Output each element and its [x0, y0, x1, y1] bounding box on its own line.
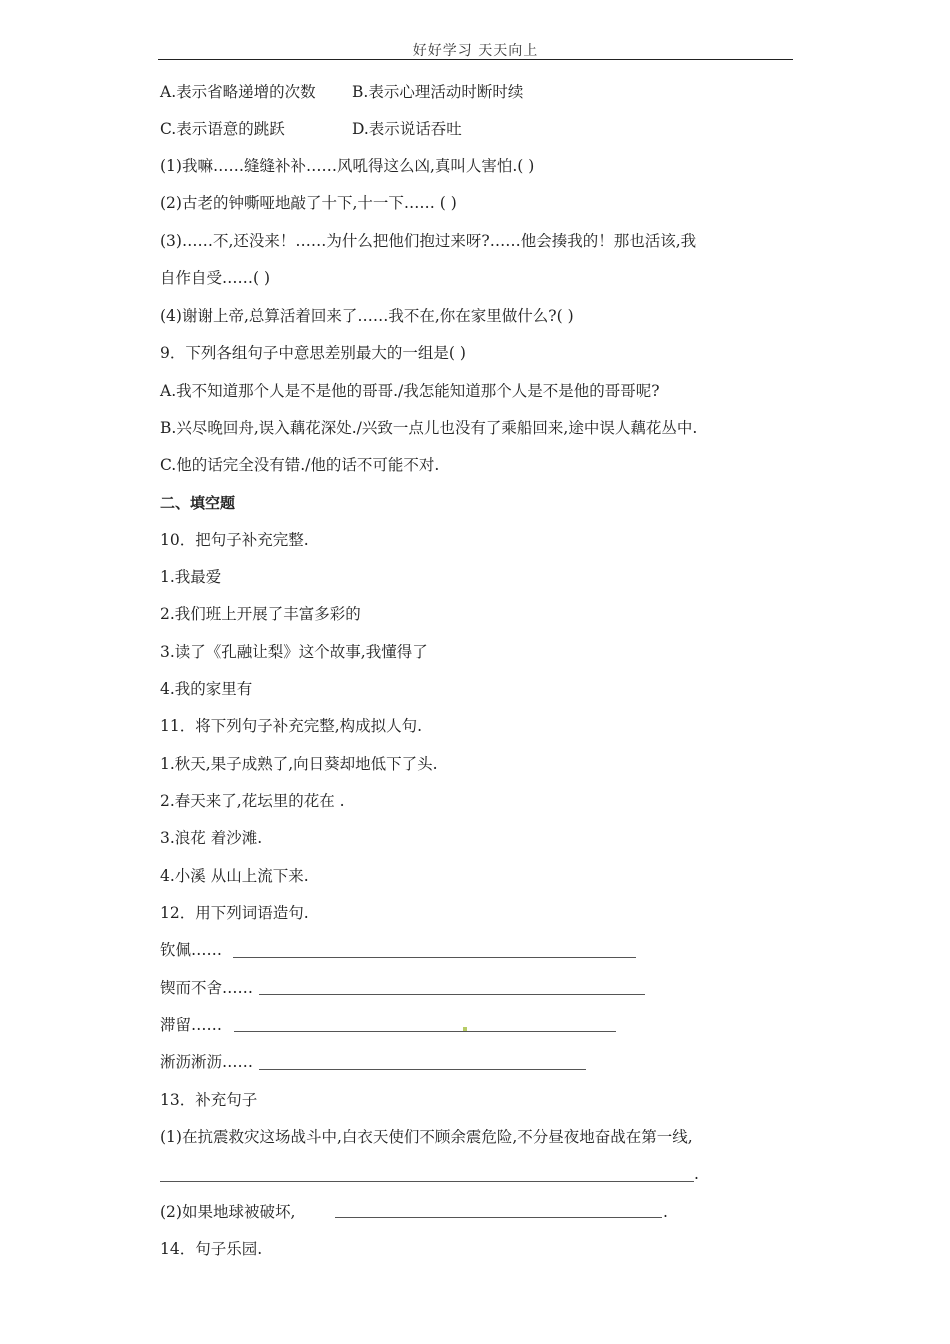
q9-stem: 9．下列各组句子中意思差别最大的一组是( ) — [160, 344, 466, 362]
q13-item-1: (1)在抗震救灾这场战斗中,白衣天使们不顾余震危险,不分昼夜地奋战在第一线, — [160, 1128, 693, 1146]
q8-item-2: (2)古老的钟嘶哑地敲了十下,十一下…… ( ) — [160, 194, 457, 212]
q10-item-2: 2.我们班上开展了丰富多彩的 — [160, 605, 361, 623]
q8-item-3-line1: (3)……不,还没来！……为什么把他们抱过来呀?……他会揍我的！那也活该,我 — [160, 232, 697, 250]
q9-option-a: A.我不知道那个人是不是他的哥哥./我怎能知道那个人是不是他的哥哥呢? — [160, 382, 660, 400]
q8-option-a: A.表示省略递增的次数 — [160, 83, 316, 101]
q13-answer-line-2[interactable] — [335, 1217, 662, 1218]
q12-word-2: 锲而不舍…… — [160, 979, 254, 997]
q12-stem: 12．用下列词语造句. — [160, 904, 309, 922]
q14-stem: 14．句子乐园. — [160, 1240, 263, 1258]
q12-answer-line-1[interactable] — [233, 957, 636, 958]
q13-answer-line-1[interactable] — [160, 1181, 694, 1182]
page-header: 好好学习 天天向上 — [412, 43, 539, 59]
q10-stem: 10．把句子补充完整. — [160, 531, 309, 549]
q11-item-2: 2.春天来了,花坛里的花在 . — [160, 792, 345, 810]
q11-stem: 11．将下列句子补充完整,构成拟人句. — [160, 717, 423, 735]
q12-word-3: 滞留…… — [160, 1016, 223, 1034]
q8-item-1: (1)我嘛……缝缝补补……风吼得这么凶,真叫人害怕.( ) — [160, 157, 535, 175]
q13-item-1-period: . — [694, 1165, 699, 1183]
q12-word-4: 淅沥淅沥…… — [160, 1053, 254, 1071]
q12-answer-line-2[interactable] — [259, 994, 645, 995]
q13-item-2-period: . — [663, 1203, 668, 1221]
q10-item-3: 3.读了《孔融让梨》这个故事,我懂得了 — [160, 643, 428, 661]
q8-option-d: D.表示说话吞吐 — [352, 120, 462, 138]
q8-option-b: B.表示心理活动时断时续 — [352, 83, 524, 101]
q10-item-1: 1.我最爱 — [160, 568, 222, 586]
q9-option-b: B.兴尽晚回舟,误入藕花深处./兴致一点儿也没有了乘船回来,途中误人藕花丛中. — [160, 419, 698, 437]
stray-dot — [463, 1027, 467, 1031]
header-rule — [158, 59, 793, 60]
q8-option-c: C.表示语意的跳跃 — [160, 120, 285, 138]
q8-item-3-line2: 自作自受……( ) — [160, 269, 271, 287]
q9-option-c: C.他的话完全没有错./他的话不可能不对. — [160, 456, 440, 474]
q12-answer-line-4[interactable] — [259, 1069, 586, 1070]
section-title: 二、填空题 — [160, 494, 236, 512]
q13-stem: 13．补充句子 — [160, 1091, 258, 1109]
q11-item-4: 4.小溪 从山上流下来. — [160, 867, 309, 885]
q12-answer-line-3[interactable] — [234, 1031, 616, 1032]
q12-word-1: 钦佩…… — [160, 941, 223, 959]
q10-item-4: 4.我的家里有 — [160, 680, 253, 698]
q8-item-4: (4)谢谢上帝,总算活着回来了……我不在,你在家里做什么?( ) — [160, 307, 574, 325]
q13-item-2: (2)如果地球被破坏, — [160, 1203, 296, 1221]
q11-item-3: 3.浪花 着沙滩. — [160, 829, 263, 847]
q11-item-1: 1.秋天,果子成熟了,向日葵却地低下了头. — [160, 755, 438, 773]
